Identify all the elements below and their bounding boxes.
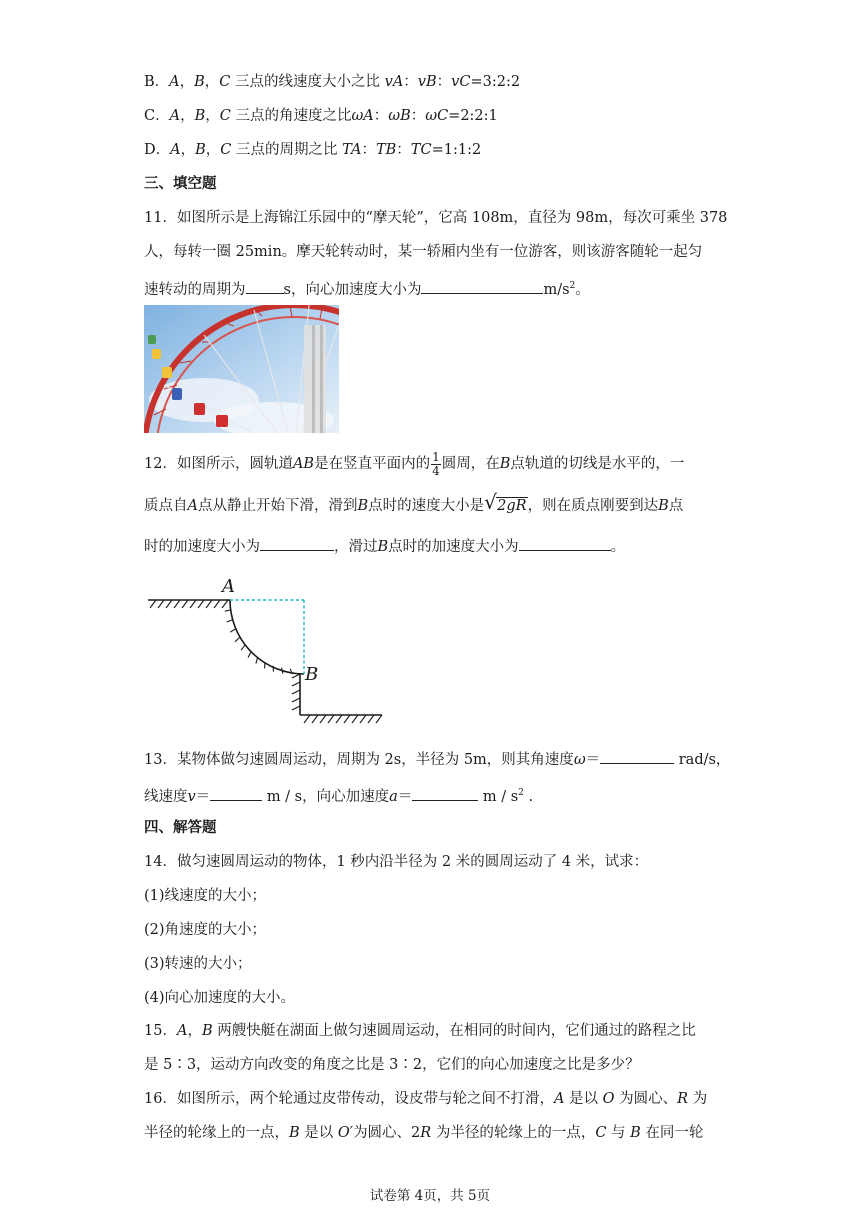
q12-blank-2[interactable] (519, 536, 611, 551)
q14-item-4: (4)向心加速度的大小。 (144, 990, 296, 1006)
q13-line1: 13．某物体做匀速圆周运动，周期为 2s，半径为 5m，则其角速度ω＝ rad/s， (144, 749, 730, 770)
q14-item-1: (1)线速度的大小； (144, 888, 267, 904)
option-b: B．A，B，C 三点的线速度大小之比 vA：vB：vC=3:2:2 (144, 74, 521, 90)
section-4-heading: 四、解答题 (144, 820, 217, 836)
q11-blank-period[interactable] (246, 279, 284, 294)
q16-line1: 16．如图所示，两个轮通过皮带传动，设皮带与轮之间不打滑，A 是以 O 为圆心、R 为 (144, 1091, 708, 1107)
option-d: D．A，B，C 三点的周期之比 TA：TB：TC=1:1:2 (144, 142, 482, 158)
ferris-wheel-photo (144, 305, 339, 433)
fraction-one-quarter: $\frac{1}{4}$ (432, 449, 440, 478)
q13-line2: 线速度v＝ m / s，向心加速度$a= m / s^2$ . (144, 783, 533, 807)
q16-line2: 半径的轮缘上的一点，B 是以 O′为圆心、2R 为半径的轮缘上的一点，C 与 B 在同一轮 (144, 1125, 704, 1141)
q13-blank-v[interactable] (210, 786, 262, 801)
q14-stem: 14．做匀速圆周运动的物体，1 秒内沿半径为 2 米的圆周运动了 4 米，试求： (144, 854, 649, 870)
q15-line1: 15．A，B 两艘快艇在湖面上做匀速圆周运动，在相同的时间内，它们通过的路程之比 (144, 1023, 696, 1039)
q11-blank-accel[interactable] (421, 279, 543, 294)
q15-line2: 是 5∶3，运动方向改变的角度之比是 3∶2，它们的向心加速度之比是多少？ (144, 1057, 640, 1073)
page-footer: 试卷第 4页，共 5页 (369, 1188, 491, 1204)
q12-line3: 时的加速度大小为 ，滑过B点时的加速度大小为 。 (144, 536, 625, 557)
section-3-heading: 三、填空题 (144, 176, 217, 192)
q11-line3: 速转动的周期为 s，向心加速度大小为 $m/s^2$。 (144, 276, 590, 300)
q11-line1: 11．如图所示是上海锦江乐园中的“摩天轮”，它高 108m，直径为 98m，每次可乘坐 378 (144, 210, 728, 226)
q12-line1: 12．如图所示，圆轨道AB是在竖直平面内的 $\frac{1}{4}$ 圆周，在B点轨道的切线是水平的，一 (144, 449, 685, 478)
q14-item-2: (2)角速度的大小； (144, 922, 267, 938)
q12-line2: 质点自A点从静止开始下滑，滑到B点时的速度大小是 √ 2gR，则在质点刚要到达B点 (144, 490, 684, 514)
option-c: C．A，B，C 三点的角速度之比ωA：ωB：ωC=2:2:1 (144, 108, 498, 124)
q12-blank-1[interactable] (260, 536, 334, 551)
q14-item-3: (3)转速的大小； (144, 956, 252, 972)
figure-label-a: A (222, 576, 235, 597)
sqrt-expression: √ 2gR (484, 490, 527, 514)
q13-blank-omega[interactable] (600, 749, 674, 764)
q13-blank-a[interactable] (412, 786, 478, 801)
quarter-circle-track-figure (140, 570, 390, 725)
figure-label-b: B (305, 664, 319, 685)
q11-line2: 人，每转一圈 25min。摩天轮转动时，某一轿厢内坐有一位游客，则该游客随轮一起匀 (144, 244, 703, 260)
